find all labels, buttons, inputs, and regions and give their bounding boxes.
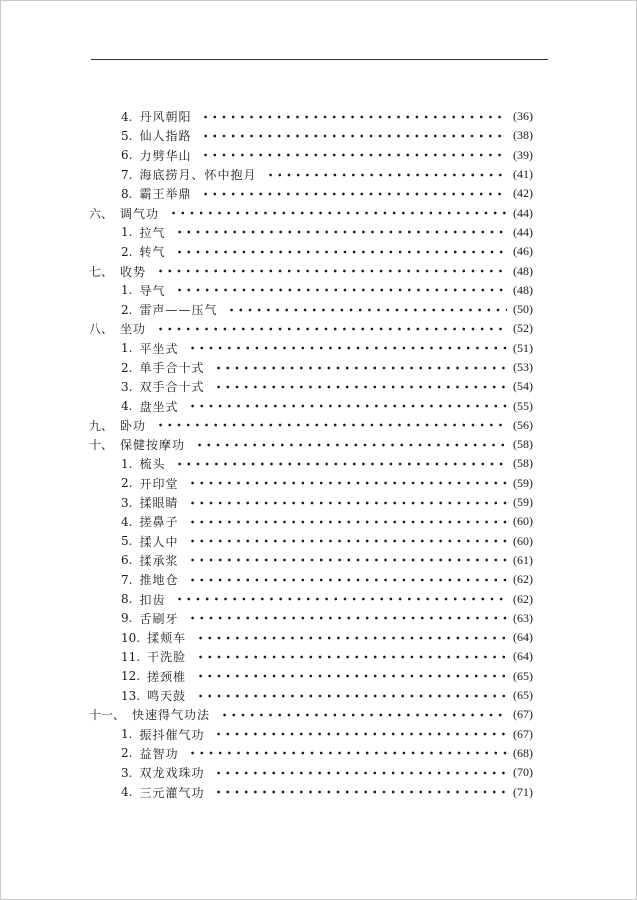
dot-leader (188, 539, 507, 543)
toc-entry-page: (48) (513, 282, 533, 297)
toc-entry-page: (42) (513, 186, 533, 201)
toc-entry-number: 十一、 (89, 708, 126, 723)
dot-leader (175, 462, 507, 466)
toc-entry-title: 盘坐式 (139, 399, 179, 414)
toc-entry (89, 416, 533, 435)
dot-leader (214, 790, 507, 794)
toc-entry-number: 3. (121, 379, 133, 394)
toc-entry (89, 474, 533, 493)
dot-leader (201, 153, 507, 157)
toc-entry-title: 鸣天鼓 (147, 689, 187, 704)
header-rule (91, 59, 548, 60)
toc-entry-title: 揉承浆 (139, 553, 179, 568)
toc-entry-title: 双手合十式 (139, 380, 205, 395)
dot-leader (188, 520, 507, 524)
toc-entry (89, 628, 533, 647)
toc-entry-title: 仙人指路 (139, 129, 192, 144)
toc-entry (89, 609, 533, 628)
toc-entry-number: 4. (121, 514, 133, 529)
toc-entry-number: 九、 (89, 418, 114, 433)
dot-leader (214, 771, 507, 775)
toc-entry-title: 推地仓 (139, 573, 179, 588)
dot-leader (188, 751, 507, 755)
toc-entry (89, 146, 533, 165)
toc-entry-number: 2. (121, 360, 133, 375)
toc-entry-title: 单手合十式 (139, 361, 205, 375)
dot-leader (214, 385, 507, 389)
toc-entry-number: 1. (121, 283, 133, 298)
toc-entry-page: (53) (513, 360, 533, 374)
toc-entry-title: 搓颈椎 (147, 669, 187, 684)
dot-leader (188, 481, 507, 485)
toc-entry-page: (67) (513, 726, 533, 741)
toc-entry-page: (58) (513, 456, 533, 471)
toc-entry-page: (60) (513, 533, 533, 548)
toc-entry-title: 干洗脸 (147, 650, 187, 665)
dot-leader (196, 694, 507, 698)
toc-entry-page: (65) (513, 688, 533, 703)
toc-entry-title: 坐功 (120, 322, 147, 337)
toc-entry-number: 12. (121, 669, 141, 684)
toc-entry-page: (38) (513, 128, 533, 143)
dot-leader (188, 578, 507, 582)
toc-entry-number: 4. (121, 399, 133, 414)
toc-entry-page: (65) (513, 668, 533, 683)
toc-entry-title: 保健按摩功 (120, 438, 186, 453)
toc-entry-number: 3. (121, 495, 133, 510)
toc-entry-number: 4. (121, 109, 133, 124)
toc-entry (89, 763, 533, 782)
dot-leader (188, 501, 507, 505)
toc-entry (89, 203, 533, 222)
toc-entry-number: 10. (121, 630, 141, 645)
toc-entry-page: (51) (513, 340, 533, 355)
toc-entry (89, 493, 533, 512)
toc-entry-number: 八、 (89, 322, 114, 337)
toc-entry (89, 300, 533, 319)
toc-entry-page: (60) (513, 514, 533, 529)
toc-entry (89, 782, 533, 801)
dot-leader (214, 732, 507, 736)
dot-leader (169, 211, 507, 215)
toc-entry-title: 调气功 (120, 206, 160, 221)
toc-entry-number: 7. (121, 167, 133, 182)
toc-entry-title: 开印堂 (139, 476, 179, 491)
toc-entry (89, 223, 533, 242)
toc-entry-title: 平坐式 (139, 341, 179, 356)
toc-entry-title: 双龙戏珠功 (139, 766, 205, 781)
toc-entry (89, 377, 533, 396)
dot-leader (201, 115, 507, 119)
toc-entry-number: 13. (121, 688, 141, 703)
toc-entry-title: 拉气 (139, 225, 166, 240)
toc-entry-number: 5. (121, 128, 133, 143)
toc-entry-title: 海底捞月、怀中抱月 (139, 168, 257, 183)
dot-leader (175, 230, 507, 234)
toc-entry-number: 1. (121, 341, 133, 356)
toc-entry (89, 532, 533, 551)
dot-leader (175, 288, 507, 292)
dot-leader (195, 443, 507, 447)
dot-leader (227, 308, 507, 312)
toc-entry-page: (39) (513, 147, 533, 162)
toc-entry-title: 收势 (120, 264, 147, 279)
table-of-contents (89, 107, 533, 802)
toc-entry (89, 667, 533, 686)
toc-entry-title: 快速得气功法 (132, 708, 211, 723)
toc-entry-page: (63) (513, 610, 533, 625)
dot-leader (156, 269, 507, 273)
dot-leader (175, 597, 507, 601)
toc-entry-title: 振抖催气功 (139, 727, 205, 742)
toc-entry-number: 1. (121, 225, 133, 240)
dot-leader (188, 404, 507, 408)
toc-entry-page: (46) (513, 244, 533, 259)
toc-entry-number: 七、 (89, 264, 114, 279)
toc-entry-number: 2. (121, 302, 133, 317)
toc-entry-number: 5. (121, 534, 133, 549)
dot-leader (188, 346, 507, 350)
toc-entry-title: 搓鼻子 (139, 515, 179, 530)
toc-entry-title: 导气 (139, 283, 166, 298)
dot-leader (188, 558, 507, 562)
toc-entry-page: (58) (513, 437, 533, 452)
toc-entry-number: 6. (121, 553, 133, 568)
toc-entry-number: 9. (121, 611, 133, 626)
toc-entry-title: 舌刷牙 (139, 611, 179, 626)
dot-leader (214, 366, 507, 370)
toc-entry-page: (44) (513, 224, 533, 239)
toc-entry (89, 705, 533, 724)
toc-entry-number: 6. (121, 148, 133, 163)
toc-entry-page: (54) (513, 379, 533, 394)
toc-entry-title: 揉颊车 (147, 631, 187, 646)
toc-entry-number: 十、 (89, 438, 114, 453)
toc-entry-number: 8. (121, 186, 133, 201)
toc-entry-title: 力劈华山 (139, 148, 192, 163)
toc-entry (89, 435, 533, 454)
toc-entry (89, 551, 533, 570)
toc-entry (89, 126, 533, 145)
toc-entry-page: (68) (513, 745, 533, 760)
toc-entry-page: (50) (513, 302, 533, 317)
toc-entry (89, 261, 533, 280)
toc-entry-page: (62) (513, 572, 533, 587)
toc-entry-title: 扣齿 (139, 592, 166, 607)
dot-leader (196, 655, 507, 659)
toc-entry-number: 2. (121, 746, 133, 761)
toc-entry-page: (55) (513, 398, 533, 413)
dot-leader (201, 192, 507, 196)
toc-entry (89, 686, 533, 705)
toc-entry-title: 揉眼睛 (139, 496, 179, 511)
toc-entry (89, 281, 533, 300)
dot-leader (156, 423, 507, 427)
toc-entry-title: 三元灌气功 (139, 785, 205, 800)
dot-leader (201, 134, 507, 138)
toc-entry-number: 1. (121, 456, 133, 471)
toc-entry (89, 165, 533, 184)
toc-entry-number: 1. (121, 727, 133, 742)
toc-entry-page: (64) (513, 630, 533, 645)
toc-entry (89, 725, 533, 744)
toc-entry (89, 454, 533, 473)
toc-entry-page: (41) (513, 167, 533, 182)
toc-entry-page: (36) (513, 109, 533, 124)
toc-entry-page: (56) (513, 417, 533, 432)
dot-leader (196, 636, 507, 640)
toc-entry (89, 184, 533, 203)
toc-entry-page: (61) (513, 552, 533, 567)
toc-entry-title: 霸王举鼎 (139, 187, 192, 202)
toc-entry (89, 744, 533, 763)
dot-leader (196, 674, 507, 678)
toc-entry (89, 647, 533, 666)
toc-entry (89, 319, 533, 338)
toc-entry-page: (59) (513, 475, 533, 490)
toc-entry (89, 396, 533, 415)
toc-entry (89, 358, 533, 377)
toc-entry-page: (59) (513, 495, 533, 510)
toc-entry (89, 512, 533, 531)
toc-entry-title: 转气 (139, 245, 166, 260)
toc-entry-page: (67) (513, 707, 533, 722)
dot-leader (188, 616, 507, 620)
toc-entry-number: 8. (121, 592, 133, 607)
toc-entry-title: 梳头 (139, 457, 166, 472)
toc-entry-page: (70) (513, 765, 533, 780)
toc-entry-number: 2. (121, 476, 133, 491)
toc-entry-number: 六、 (89, 206, 114, 221)
toc-entry-title: 益智功 (139, 746, 179, 761)
toc-entry (89, 107, 533, 126)
toc-entry-number: 7. (121, 572, 133, 587)
toc-entry (89, 339, 533, 358)
toc-entry-title: 雷声——压气 (139, 303, 218, 318)
toc-entry-page: (52) (513, 321, 533, 336)
toc-entry-number: 3. (121, 765, 133, 780)
toc-entry (89, 570, 533, 589)
toc-entry-page: (44) (513, 205, 533, 220)
toc-entry-title: 揉人中 (139, 534, 179, 549)
dot-leader (220, 713, 507, 717)
toc-entry-page: (48) (513, 263, 533, 278)
toc-entry-page: (71) (513, 784, 533, 799)
dot-leader (266, 173, 507, 177)
dot-leader (156, 327, 507, 331)
toc-entry-page: (64) (513, 649, 533, 664)
toc-entry-number: 4. (121, 785, 133, 800)
toc-entry-number: 2. (121, 244, 133, 259)
dot-leader (175, 250, 507, 254)
toc-entry (89, 589, 533, 608)
toc-entry-title: 卧功 (120, 418, 147, 433)
toc-entry (89, 242, 533, 261)
toc-entry-title: 丹风朝阳 (139, 110, 192, 125)
toc-entry-page: (62) (513, 591, 533, 606)
toc-entry-number: 11. (121, 649, 141, 664)
